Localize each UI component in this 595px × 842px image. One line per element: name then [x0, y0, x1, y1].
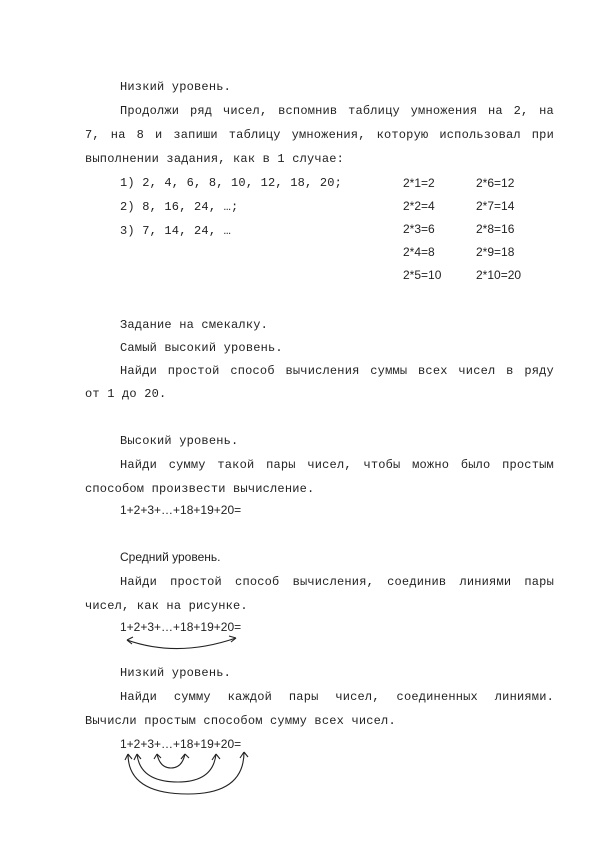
word: умножения,	[291, 128, 366, 142]
word: на	[488, 104, 503, 118]
word: таблицу	[348, 104, 400, 118]
word: простым	[502, 458, 554, 472]
table-cell: 2*2=4	[403, 199, 435, 213]
word: сумму	[168, 458, 206, 472]
task3-text-line2: способом произвести вычисление.	[85, 482, 315, 496]
table-cell: 2*3=6	[403, 222, 435, 236]
task2-title: Задание на смекалку.	[120, 318, 269, 332]
word: вспомнив	[278, 104, 338, 118]
word: 7,	[85, 128, 100, 142]
task5-heading: Низкий уровень.	[120, 666, 232, 680]
word: умножения	[410, 104, 478, 118]
word: при	[531, 128, 554, 142]
word: вычисления	[285, 364, 360, 378]
table-cell: 2*7=14	[476, 199, 515, 213]
table-cell: 2*10=20	[476, 268, 522, 282]
sequence-1: 1) 2, 4, 6, 8, 10, 12, 18, 20;	[120, 176, 343, 190]
word: и	[154, 128, 163, 142]
task3-expression: 1+2+3+…+18+19+20=	[120, 503, 242, 517]
task1-text-line3: выполнении задания, как в 1 случае:	[85, 152, 345, 166]
word: пары	[524, 575, 554, 589]
task3-heading: Высокий уровень.	[120, 434, 239, 448]
word: Найди	[120, 575, 158, 589]
word: 2,	[513, 104, 529, 118]
table-cell: 2*4=8	[403, 245, 435, 259]
word: способ	[235, 575, 280, 589]
task5-expression: 1+2+3+…+18+19+20=	[120, 737, 242, 751]
arrowhead	[181, 754, 189, 759]
word: всех	[418, 364, 448, 378]
word: соединенных	[396, 690, 478, 704]
pair-arc	[137, 754, 216, 782]
word: на	[110, 128, 126, 142]
word: сумму	[173, 690, 211, 704]
word: таблицу	[228, 128, 281, 142]
task2-heading: Самый высокий уровень.	[120, 341, 283, 355]
word: пары	[266, 458, 296, 472]
word: было	[460, 458, 491, 472]
table-cell: 2*8=16	[476, 222, 515, 236]
word: соединив	[387, 575, 447, 589]
word: простой	[167, 364, 220, 378]
word: линиями.	[494, 690, 554, 704]
word: можно	[412, 458, 450, 472]
task4-heading: Средний уровень.	[120, 550, 221, 564]
word: такой	[217, 458, 255, 472]
word: в	[506, 364, 514, 378]
word: чисел,	[307, 458, 352, 472]
sequence-2: 2) 8, 16, 24, …;	[120, 200, 239, 214]
task4-text-line2: чисел, как на рисунке.	[85, 599, 248, 613]
word: Найди	[120, 458, 158, 472]
word: Найди	[120, 364, 158, 378]
word: линиями	[459, 575, 512, 589]
word: которую	[376, 128, 429, 142]
word: использовал	[439, 128, 521, 142]
word: чисел,	[222, 104, 268, 118]
word: ряду	[524, 364, 554, 378]
word: суммы	[370, 364, 408, 378]
word: ряд	[189, 104, 213, 118]
word: чисел,	[335, 690, 380, 704]
task2-text-line2: от 1 до 20.	[85, 387, 167, 401]
table-cell: 2*1=2	[403, 176, 435, 190]
task5-text-line2: Вычисли простым способом сумму всех чисел.	[85, 714, 396, 728]
word: 8	[136, 128, 144, 142]
task1-heading: Низкий уровень.	[120, 80, 232, 94]
word: на	[539, 104, 554, 118]
table-cell: 2*6=12	[476, 176, 515, 190]
word: пары	[288, 690, 319, 704]
word: чисел	[458, 364, 496, 378]
word: способ	[230, 364, 275, 378]
word: чтобы	[363, 458, 401, 472]
pair-arc	[157, 754, 185, 768]
word: простой	[170, 575, 222, 589]
word: каждой	[227, 690, 273, 704]
word: Найди	[120, 690, 158, 704]
task4-expression: 1+2+3+…+18+19+20=	[120, 620, 242, 634]
word: запиши	[173, 128, 218, 142]
word: вычисления,	[292, 575, 374, 589]
sequence-3: 3) 7, 14, 24, …	[120, 224, 232, 238]
table-cell: 2*9=18	[476, 245, 515, 259]
table-cell: 2*5=10	[403, 268, 442, 282]
word: Продолжи	[120, 104, 180, 118]
